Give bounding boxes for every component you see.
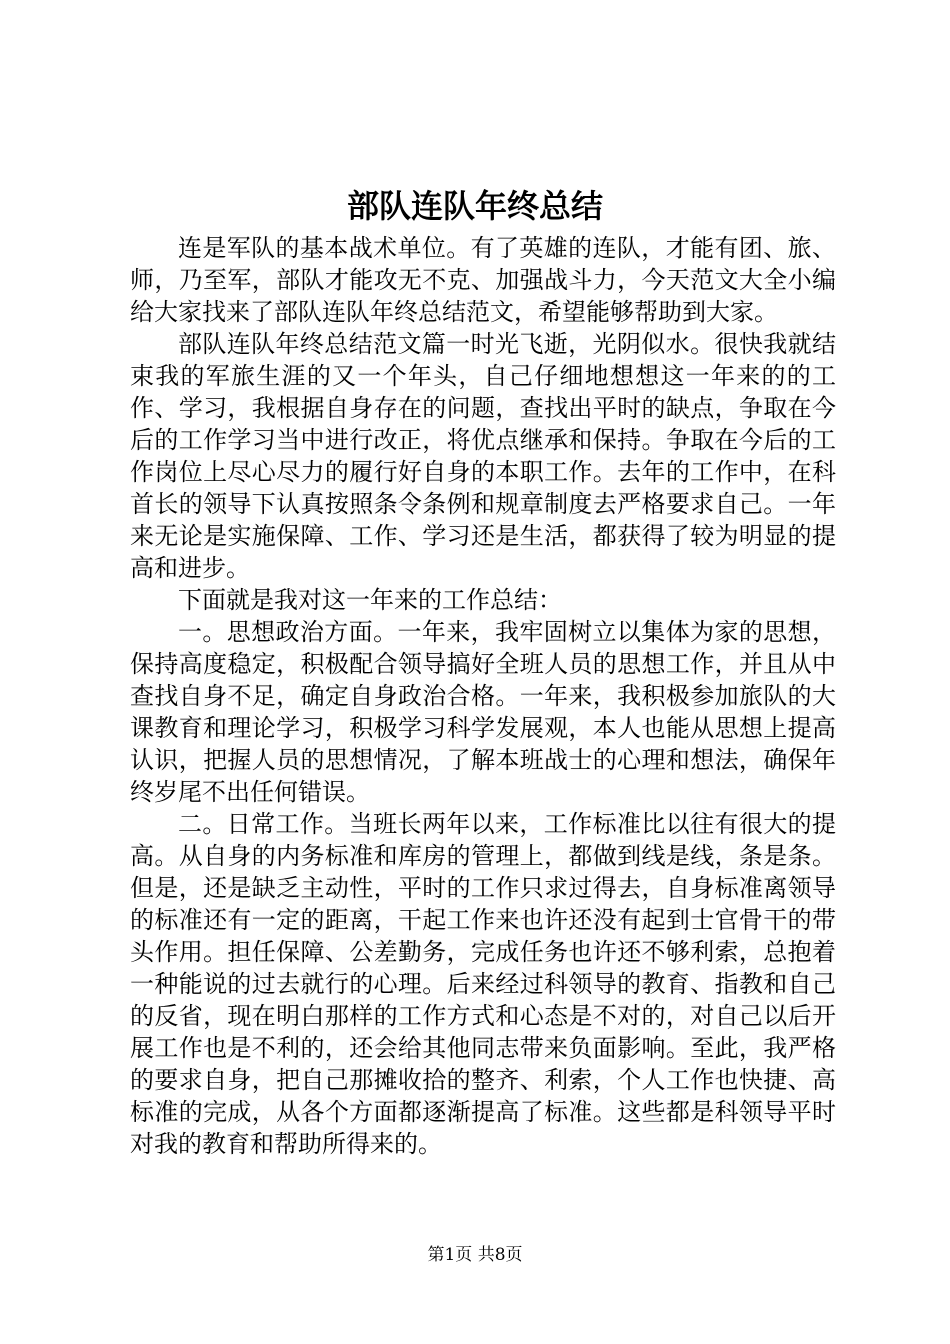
paragraph-intro: 连是军队的基本战术单位。有了英雄的连队，才能有团、旅、师，乃至军，部队才能攻无不克、加强战斗力，今天范文大全小编给大家找来了部队连队年终总结范文，希望能够帮助到大家。 <box>130 234 836 326</box>
document-body <box>130 232 836 1160</box>
page-number-footer: 第1页 共8页 <box>427 1245 523 1265</box>
document-title: 部队连队年终总结 <box>346 187 603 225</box>
paragraph-summary-lead: 下面就是我对这一年来的工作总结： <box>178 586 562 614</box>
paragraph-daily-work: 二。日常工作。当班长两年以来，工作标准比以往有很大的提高。从自身的内务标准和库房的管理上，都做到线是线，条是条。但是，还是缺乏主动性，平时的工作只求过得去，自身标准离领导的标准还有一定的距离，干起工作来也许还没有起到士官骨干的带头作用。担任保障、公差勤务，完成任务也许还不够利索，总抱着一种能说的过去就行的心理。后来经过科领导的教育、指教和自己的反省，现在明白那样的工作方式和心态是不对的，对自己以后开展工作也是不利的，还会给其他同志带来负面影响。至此，我严格的要求自身，把自己那摊收拾的整齐、利索，个人工作也快捷、高标准的完成，从各个方面都逐渐提高了标准。这些都是科领导平时对我的教育和帮助所得来的。 <box>130 810 836 1158</box>
paragraph-chapter-one: 部队连队年终总结范文篇一时光飞逝，光阴似水。很快我就结束我的军旅生涯的又一个年头，自己仔细地想想这一年来的的工作、学习，我根据自身存在的问题，查找出平时的缺点，争取在今后的工作学习当中进行改正，将优点继承和保持。争取在今后的工作岗位上尽心尽力的履行好自身的本职工作。去年的工作中，在科首长的领导下认真按照条令条例和规章制度去严格要求自己。一年来无论是实施保障、工作、学习还是生活，都获得了较为明显的提高和进步。 <box>130 330 836 582</box>
paragraph-political-thought: 一。思想政治方面。一年来，我牢固树立以集体为家的思想，保持高度稳定，积极配合领导搞好全班人员的思想工作，并且从中查找自身不足，确定自身政治合格。一年来，我积极参加旅队的大课教育和理论学习，积极学习科学发展观，本人也能从思想上提高认识，把握人员的思想情况，了解本班战士的心理和想法，确保年终岁尾不出任何错误。 <box>130 618 836 806</box>
